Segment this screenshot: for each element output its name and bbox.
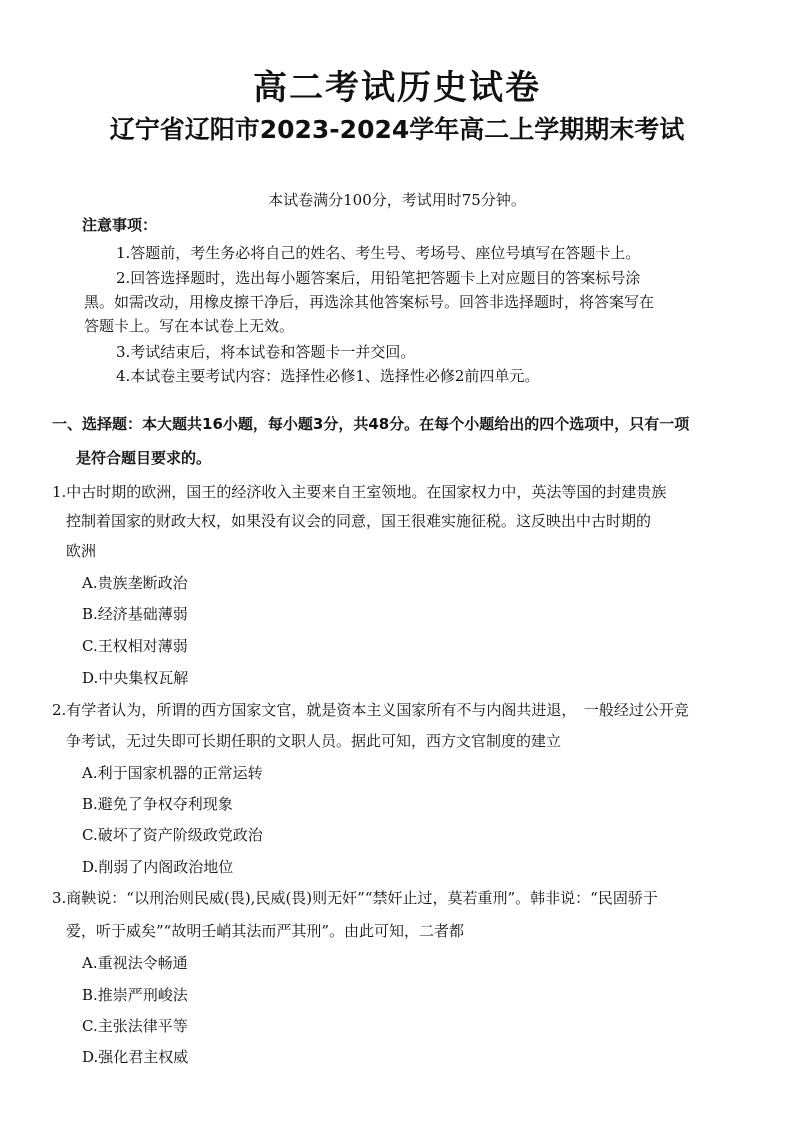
question-2-option-a: A.利于国家机器的正常运转 <box>82 764 263 782</box>
notice-item-2-line-3: 答题卡上。写在本试卷上无效。 <box>84 317 295 335</box>
question-3-option-a: A.重视法令畅通 <box>82 954 188 972</box>
notice-item-2-line-1: 2.回答选择题时，选出每小题答案后，用铅笔把答题卡上对应题目的答案标号涂 <box>116 269 641 287</box>
question-1-stem-line-1: 1.中古时期的欧洲，国王的经济收入主要来自王室领地。在国家权力中，英法等国的封建贵族 <box>52 483 667 501</box>
question-2-stem-line-2: 争考试，无过失即可长期任职的文职人员。据此可知，西方文官制度的建立 <box>66 732 562 750</box>
question-1-stem-line-2: 控制着国家的财政大权，如果没有议会的同意，国王很难实施征税。这反映出中古时期的 <box>66 512 652 530</box>
section-heading-line-1: 一、选择题：本大题共16小题，每小题3分，共48分。在每个小题给出的四个选项中，只有一项 <box>52 415 690 433</box>
notice-heading: 注意事项： <box>82 216 158 234</box>
question-1-option-a: A.贵族垄断政治 <box>82 574 188 592</box>
question-3-stem-line-1: 3.商鞅说：“以刑治则民威(畏),民威(畏)则无奸”“禁奸止过，莫若重刑”。韩非说：“民固骄于 <box>52 889 658 907</box>
exam-info: 本试卷满分100分，考试用时75分钟。 <box>268 191 526 209</box>
exam-title: 高二考试历史试卷 <box>253 68 541 108</box>
question-3-stem-line-2: 爱，听于威矣”“故明壬峭其法而严其刑”。由此可知，二者都 <box>66 922 465 940</box>
question-1-option-b: B.经济基础薄弱 <box>82 605 188 623</box>
question-1-option-c: C.王权相对薄弱 <box>82 637 188 655</box>
question-3-option-d: D.强化君主权威 <box>82 1048 189 1066</box>
notice-item-2-line-2: 黑。如需改动，用橡皮擦干净后，再选涂其他答案标号。回答非选择题时，将答案写在 <box>84 293 655 311</box>
question-1-option-d: D.中央集权瓦解 <box>82 669 189 687</box>
question-2-option-b: B.避免了争权夺利现象 <box>82 795 233 813</box>
notice-item-3: 3.考试结束后，将本试卷和答题卡一并交回。 <box>116 343 416 361</box>
question-3-option-b: B.推崇严刑峻法 <box>82 986 188 1004</box>
question-2-option-c: C.破坏了资产阶级政党政治 <box>82 826 263 844</box>
exam-subtitle: 辽宁省辽阳市2023-2024学年高二上学期期末考试 <box>109 115 685 144</box>
notice-item-4: 4.本试卷主要考试内容：选择性必修1、选择性必修2前四单元。 <box>116 367 540 385</box>
question-3-option-c: C.主张法律平等 <box>82 1017 188 1035</box>
question-2-option-d: D.削弱了内阁政治地位 <box>82 858 234 876</box>
section-heading-line-2: 是符合题目要求的。 <box>76 449 212 467</box>
question-2-stem-line-1: 2.有学者认为，所谓的西方国家文官，就是资本主义国家所有不与内阁共进退， 一般经过公开竞 <box>52 701 689 719</box>
question-1-stem-line-3: 欧洲 <box>66 542 97 560</box>
notice-item-1: 1.答题前，考生务必将自己的姓名、考生号、考场号、座位号填写在答题卡上。 <box>116 244 641 262</box>
